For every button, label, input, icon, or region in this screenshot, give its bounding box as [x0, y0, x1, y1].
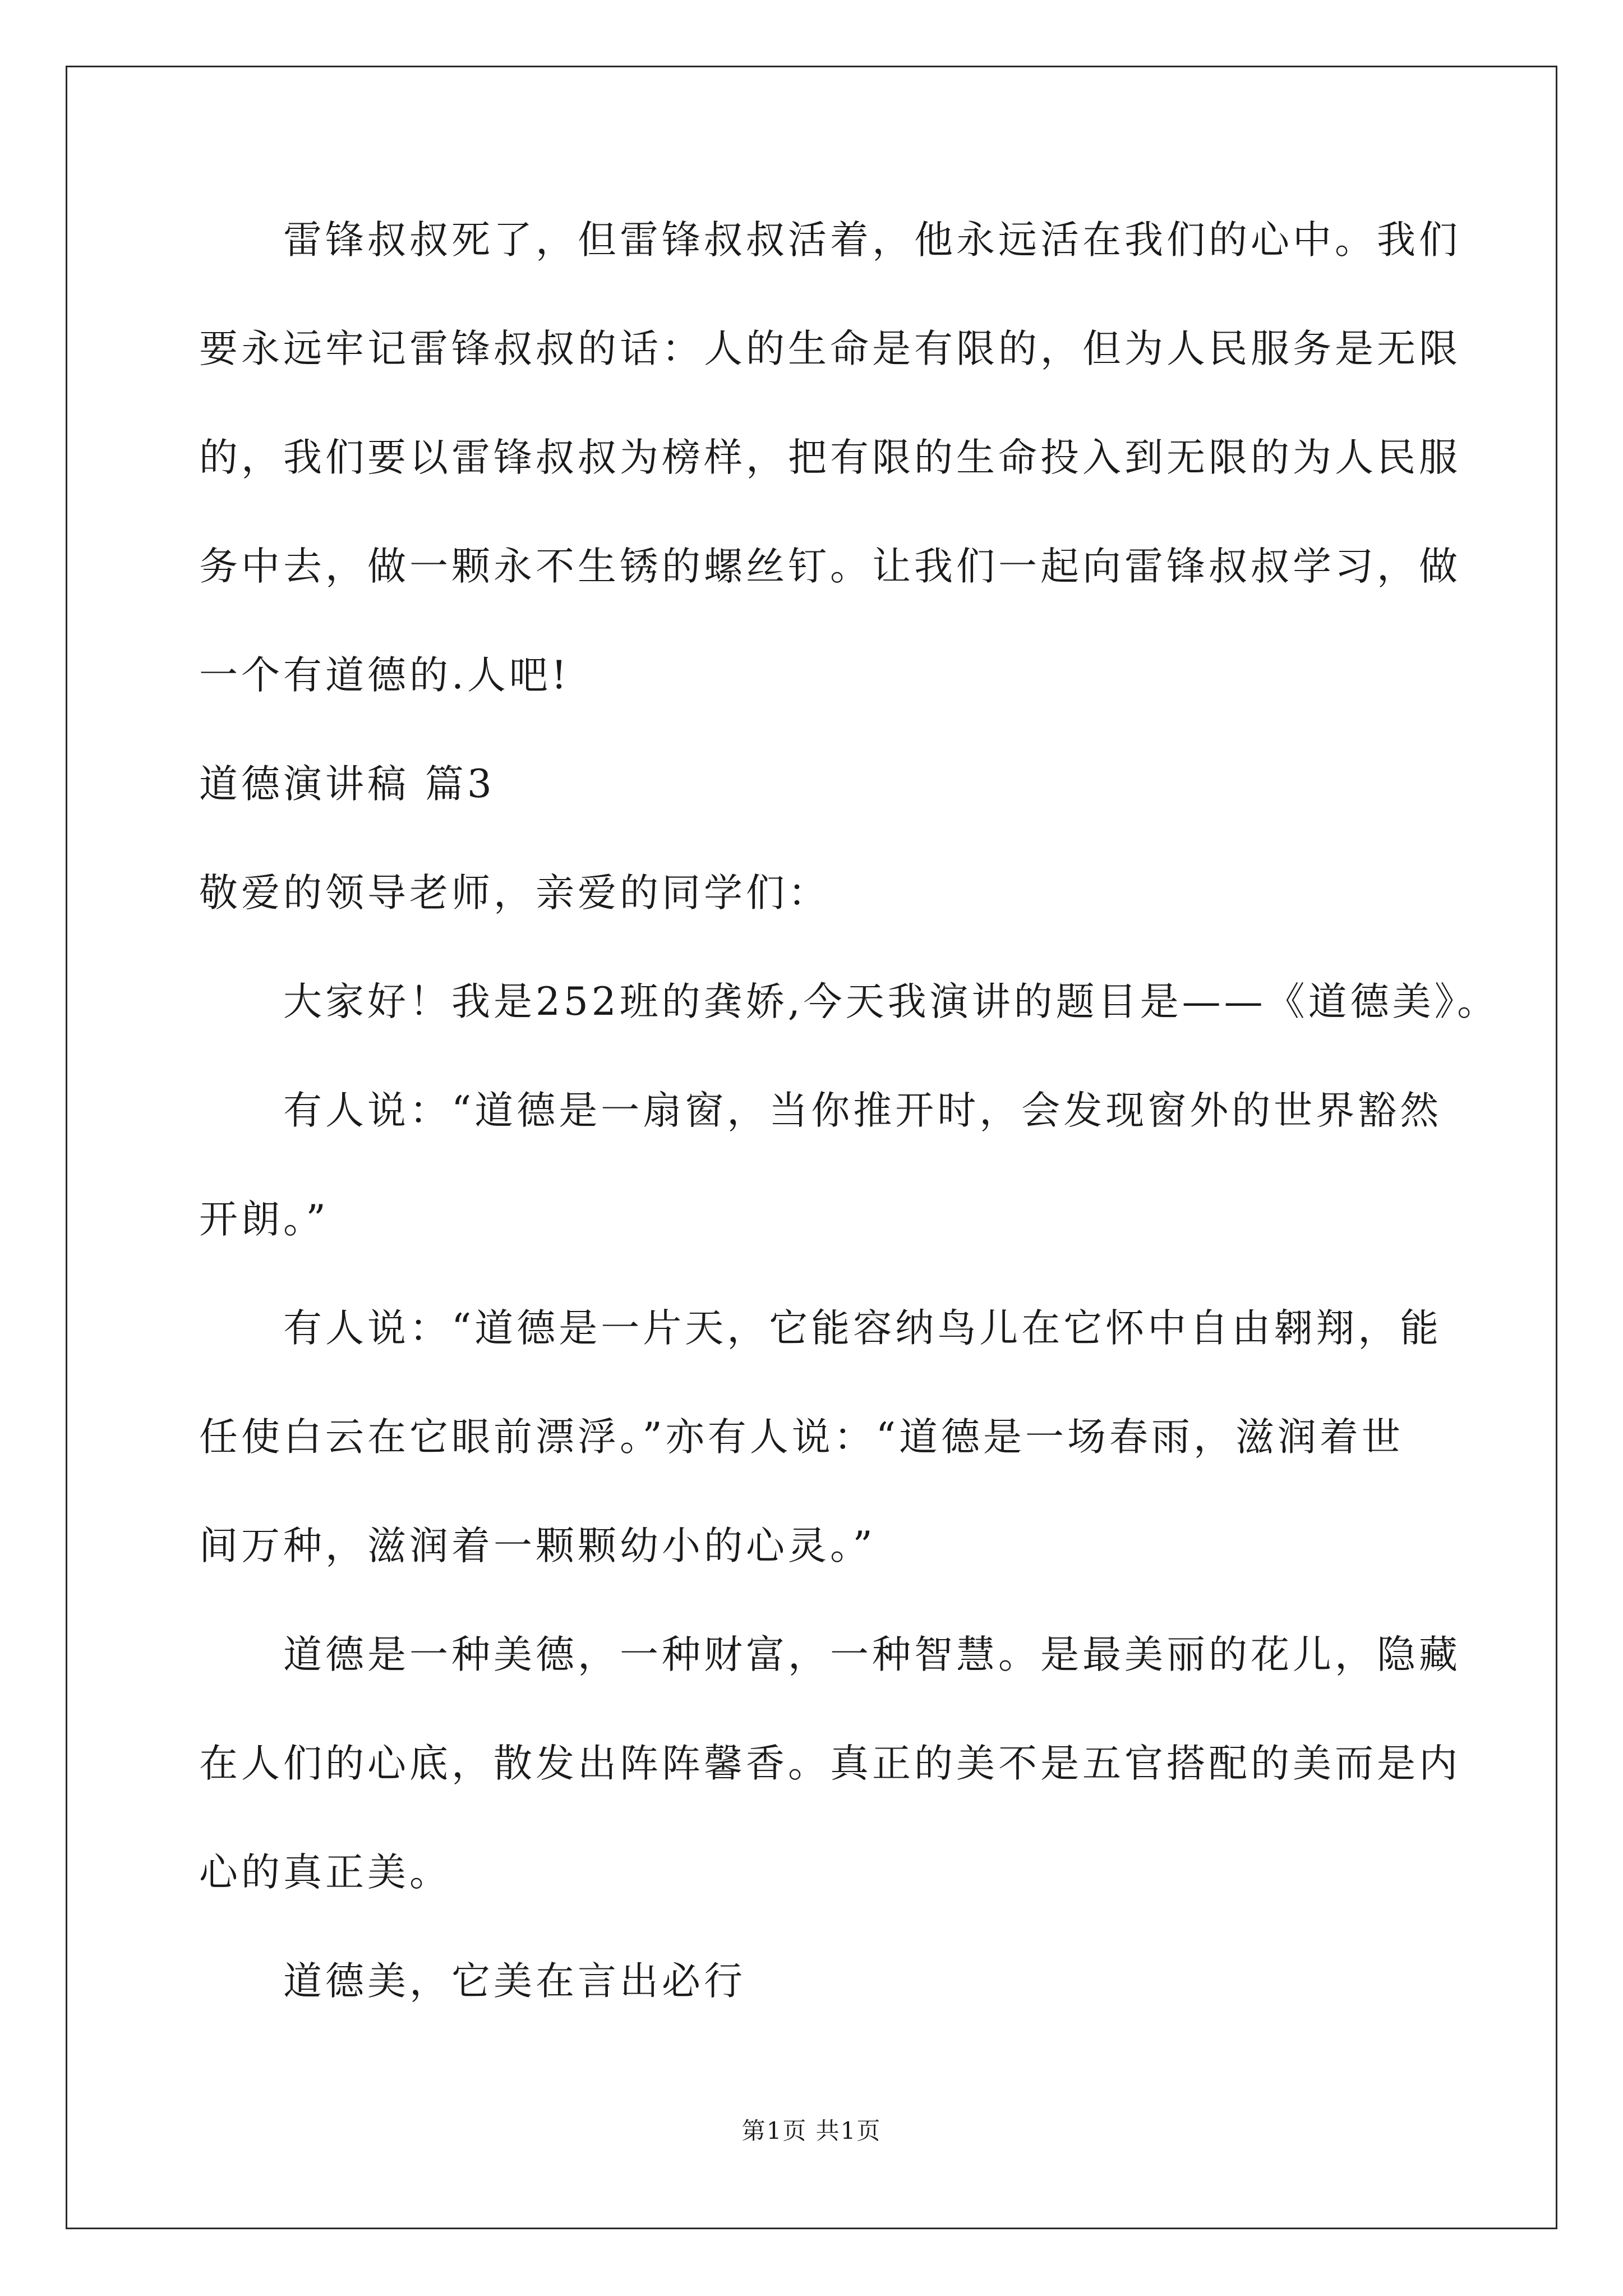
section-heading: 道德演讲稿 篇3 [199, 762, 495, 807]
paragraph-line: 任使白云在它眼前漂浮。”亦有人说：“道德是一场春雨，滋润着世 [199, 1415, 1404, 1460]
paragraph-line: 要永远牢记雷锋叔叔的话：人的生命是有限的，但为人民服务是无限 [199, 326, 1461, 371]
paragraph-line: 心的真正美。 [199, 1850, 451, 1895]
paragraph-line: 有人说：“道德是一片天，它能容纳鸟儿在它怀中自由翱翔，能 [283, 1306, 1442, 1351]
paragraph-line: 大家好！我是252班的龚娇,今天我演讲的题目是——《道德美》。 [283, 979, 1500, 1024]
paragraph-line: 道德美，它美在言出必行 [283, 1959, 746, 2004]
paragraph-line: 间万种，滋润着一颗颗幼小的心灵。” [199, 1524, 876, 1568]
paragraph-line: 的，我们要以雷锋叔叔为榜样，把有限的生命投入到无限的为人民服 [199, 435, 1461, 480]
paragraph-line: 有人说：“道德是一扇窗，当你推开时，会发现窗外的世界豁然 [283, 1088, 1442, 1133]
page-number-footer: 第1页 共1页 [741, 2117, 882, 2145]
paragraph-line: 一个有道德的.人吧! [199, 653, 570, 698]
paragraph-line: 道德是一种美德，一种财富，一种智慧。是最美丽的花儿，隐藏 [283, 1632, 1461, 1677]
paragraph-line: 在人们的心底，散发出阵阵馨香。真正的美不是五官搭配的美而是内 [199, 1741, 1461, 1786]
salutation: 敬爱的领导老师，亲爱的同学们： [199, 871, 830, 915]
document-body [199, 213, 1500, 2063]
paragraph-line: 雷锋叔叔死了，但雷锋叔叔活着，他永远活在我们的心中。我们 [283, 218, 1461, 263]
paragraph-line: 开朗。” [199, 1197, 329, 1242]
paragraph-line: 务中去，做一颗永不生锈的螺丝钉。让我们一起向雷锋叔叔学习，做 [199, 544, 1461, 589]
